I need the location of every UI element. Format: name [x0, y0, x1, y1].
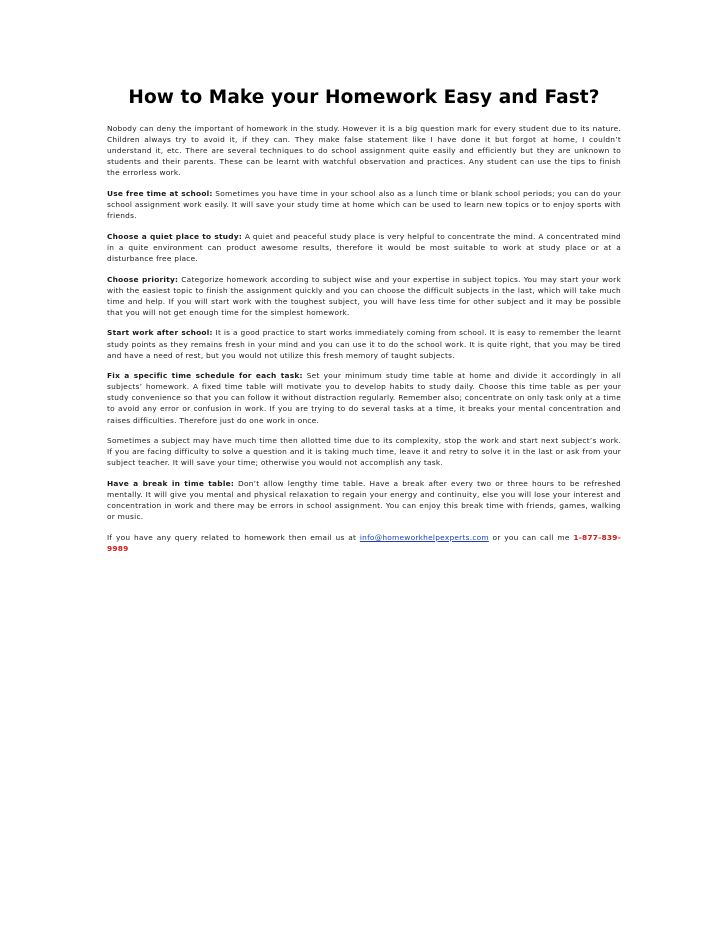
intro-paragraph: Nobody can deny the important of homework in the study. However it is a big question mark for every student due to its nature. Children always try to avoid it, if they can. They make false statement like I have done it but forgot at home, I couldn’t understand it, etc. There are several techniques to do school assignment quite easily and efficiently but they are unknown to students and their parents. These can be learnt with watchful observation and practices. Any student can use the tips to finish the errorless work. — [107, 124, 621, 178]
tip-heading: Start work after school: — [107, 328, 213, 338]
tip-paragraph-priority — [107, 274, 621, 318]
tip-heading: Choose priority: — [107, 274, 179, 284]
document-page — [107, 87, 621, 564]
tip-body: Set your minimum study time table at home and divide it accordingly in all subjects’ homework. A fixed time table will motivate you to develop habits to study daily. Choose this time table as per your study convenience so that you can follow it without distraction regularly. Remember also; concentrate on only task only at a time to avoid any error or confusion in work. If you are trying to do several tasks at a time, it breaks your mental concentration and raises difficulties. Therefore just do one work in once. — [107, 371, 621, 425]
tip-paragraph-time-schedule — [107, 370, 621, 425]
contact-paragraph — [107, 532, 621, 554]
email-link[interactable]: info@homeworkhelpexperts.com — [359, 532, 489, 542]
tip-body: Sometimes you have time in your school also as a lunch time or blank school periods; you can do your school assignment work easily. It will save your study time at home which can be used to learn new topics or to enjoy sports with friends. — [107, 188, 622, 221]
contact-prefix: If you have any query related to homework then email us at — [107, 532, 357, 542]
tip-body: Categorize homework according to subject wise and your expertise in subject topics. You may start your work with the easiest topic to finish the assignment quickly and you can choose the difficult subjects in the last, which will take much time and help. If you will start work with the toughest subject, you will have less time for other subject and it may be possible that you will not get enough time for the simplest homework. — [107, 274, 621, 317]
complexity-paragraph: Sometimes a subject may have much time then allotted time due to its complexity, stop the work and start next subject’s work. If you are facing difficulty to solve a question and it is taking much time, leave it and retry to solve it in the last or ask from your subject teacher. It will save your time; otherwise you would not accomplish any task. — [107, 436, 621, 468]
tip-body: It is a good practice to start works immediately coming from school. It is easy to remember the learnt study points as they remains fresh in your mind and you can use it to do the school work. It is quite right, that you may be tired and have a need of rest, but you would not utilize this fresh memory of taught subjects. — [107, 328, 621, 360]
tip-heading: Use free time at school: — [107, 188, 213, 198]
phone-number: 1-877-839-9989 — [107, 532, 622, 553]
tip-paragraph-quiet-place — [107, 231, 621, 264]
tip-heading: Fix a specific time schedule for each task: — [107, 371, 303, 381]
tip-body: Don’t allow lengthy time table. Have a break after every two or three hours to be refreshed mentally. It will give you mental and physical relaxation to regain your energy and continuity, else you will lose your interest and concentration in work and there may be errors in school assignment. You can enjoy this break time with friends, games, walking or music. — [107, 478, 622, 522]
tip-paragraph-break — [107, 478, 621, 522]
tip-body: A quiet and peaceful study place is very helpful to concentrate the mind. A concentrated mind in a quite environment can product awesome results, therefore it would be most suitable to work at study place or at a disturbance free place. — [107, 231, 622, 263]
contact-middle: or you can call me — [492, 532, 570, 542]
tip-heading: Choose a quiet place to study: — [107, 231, 243, 241]
tip-paragraph-free-time — [107, 188, 621, 221]
tip-paragraph-after-school — [107, 327, 621, 360]
page-title: How to Make your Homework Easy and Fast? — [128, 87, 600, 108]
tip-heading: Have a break in time table: — [107, 478, 235, 488]
